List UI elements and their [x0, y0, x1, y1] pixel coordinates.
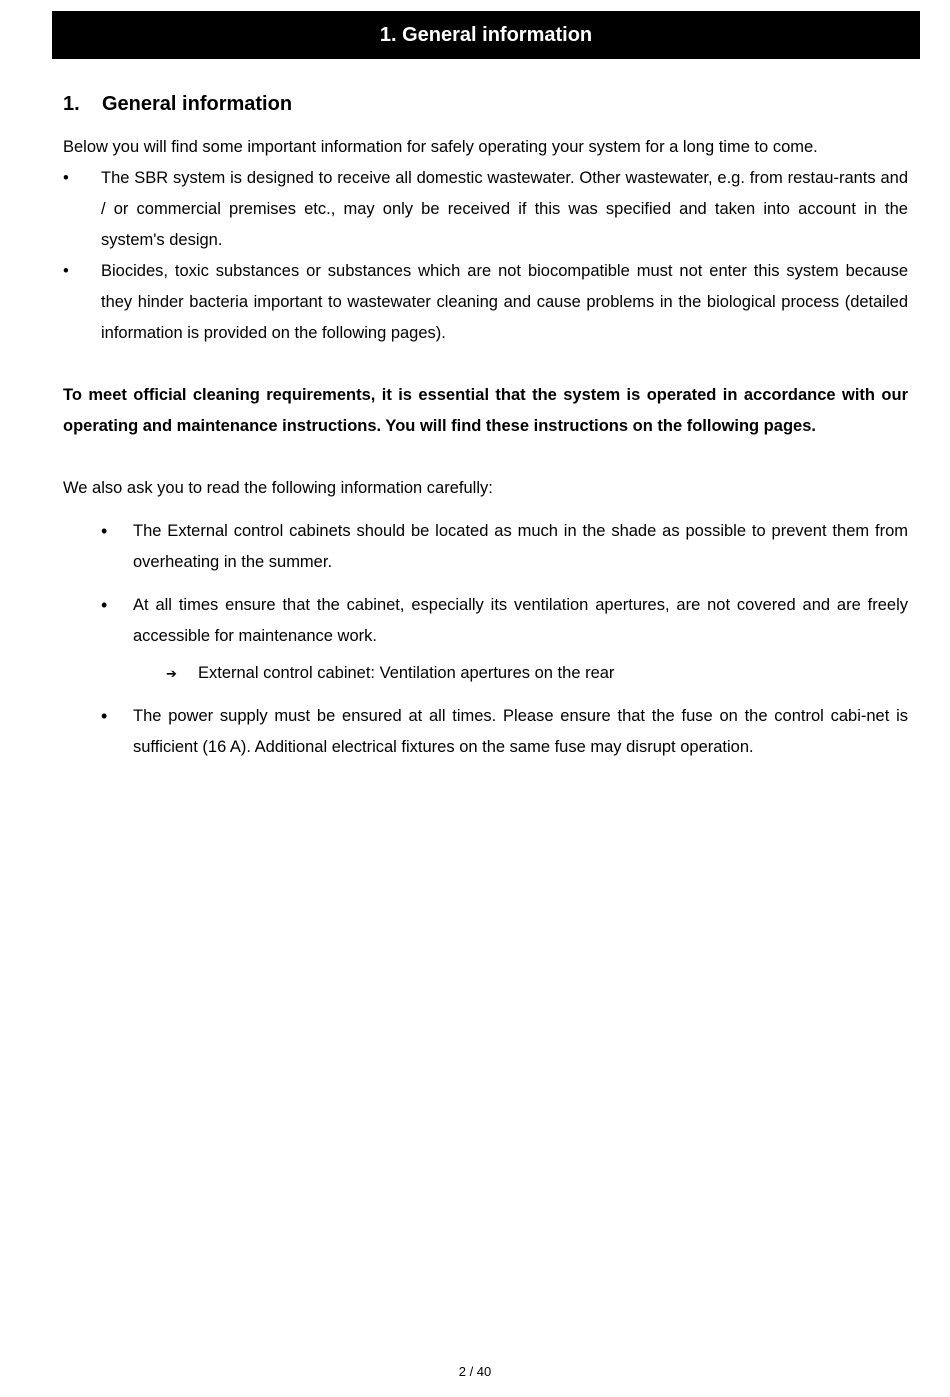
page-header-bar — [52, 11, 920, 59]
intro-paragraph: Below you will find some important information for safely operating your system for a long time to come. — [63, 138, 818, 156]
bullet-marker: • — [101, 706, 108, 726]
ask-line: We also ask you to read the following information carefully: — [63, 479, 493, 497]
list-item — [63, 256, 908, 349]
list-item — [63, 590, 908, 689]
list-item — [63, 516, 908, 578]
document-body — [63, 93, 908, 775]
list-item-text: The External control cabinets should be located as much in the shade as possible to prevent them from overheating in the summer. — [133, 522, 908, 571]
bullet-marker: • — [101, 595, 108, 615]
section-heading — [63, 93, 908, 116]
small-bullet-list — [63, 163, 908, 349]
page-number: 2 / 40 — [458, 1364, 492, 1379]
header-title: 1. General information — [379, 23, 593, 46]
list-item-text: The SBR system is designed to receive all domestic wastewater. Other wastewater, e.g. from restau-rants and / or commercial premises etc., may only be received if this was specified and taken into account in the system's design. — [101, 169, 908, 249]
list-item — [63, 701, 908, 763]
bullet-marker: • — [63, 169, 69, 187]
bullet-marker: • — [63, 262, 69, 280]
sub-list-item-text: External control cabinet: Ventilation apertures on the rear — [198, 664, 615, 682]
list-item — [63, 163, 908, 256]
bullet-list — [63, 516, 908, 763]
bullet-marker: • — [101, 521, 108, 541]
section-title: General information — [102, 93, 293, 115]
arrow-right-icon: ➔ — [166, 666, 177, 681]
list-item-text: Biocides, toxic substances or substances which are not biocompatible must not enter this system because they hinder bacteria important to wastewater cleaning and cause problems in the biological process (detailed information is provided on the following pages). — [101, 262, 908, 342]
bold-notice: To meet official cleaning requirements, it is essential that the system is operated in accordance with our operating and maintenance instructions. You will find these instructions on the following pages. — [63, 386, 908, 435]
section-number: 1. — [63, 93, 80, 115]
list-item-text: At all times ensure that the cabinet, especially its ventilation apertures, are not covered and are freely accessible for maintenance work. — [133, 596, 908, 645]
list-item-text: The power supply must be ensured at all times. Please ensure that the fuse on the control cabi-net is sufficient (16 A). Additional electrical fixtures on the same fuse may disrupt operation. — [133, 707, 908, 756]
sub-list-item — [133, 658, 908, 689]
